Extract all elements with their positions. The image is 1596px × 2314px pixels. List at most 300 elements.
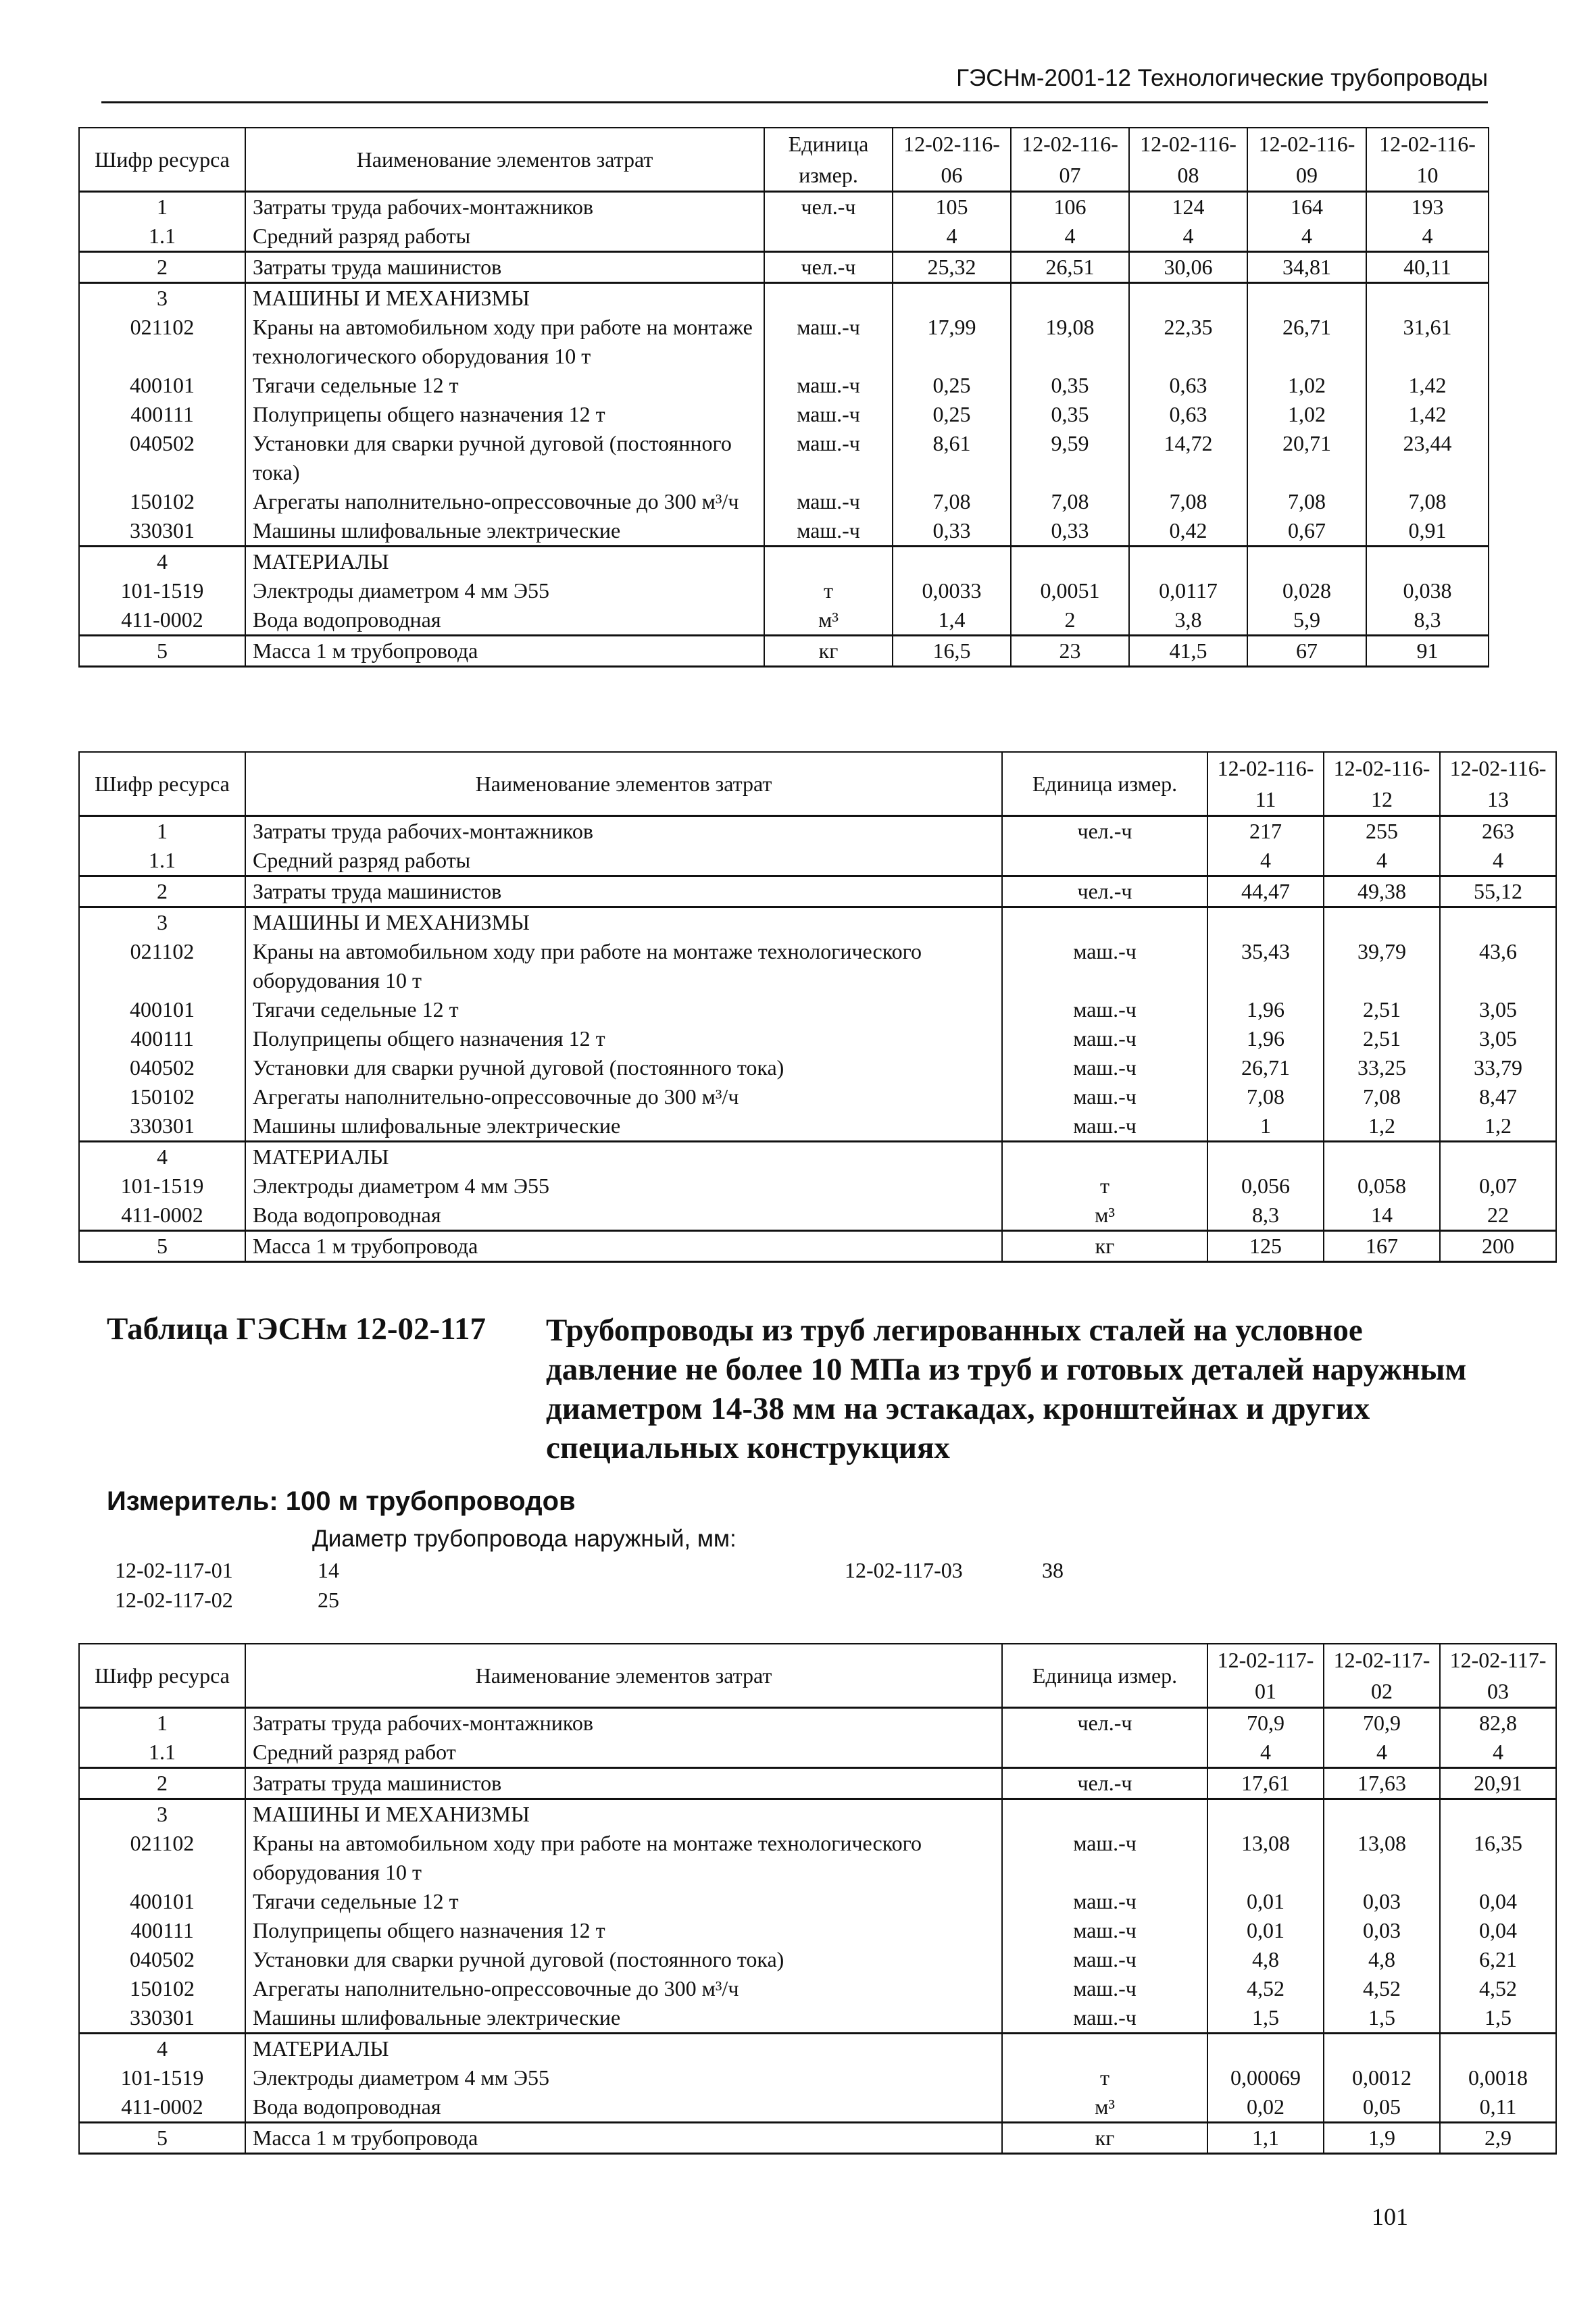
row-value: 44,47 bbox=[1207, 876, 1324, 907]
row-value: 5,9 bbox=[1247, 605, 1366, 636]
row-code: 400101 bbox=[79, 371, 245, 400]
column-header-rate-code: 12-02-116-11 bbox=[1207, 752, 1324, 816]
row-unit: чел.-ч bbox=[1002, 1708, 1207, 1738]
table-row bbox=[79, 1916, 1556, 1945]
row-value: 0,01 bbox=[1207, 1887, 1324, 1916]
row-name: Краны на автомобильном ходу при работе на монтаже технологического оборудования 10 т bbox=[245, 1829, 1002, 1887]
row-value: 41,5 bbox=[1129, 636, 1247, 667]
row-value: 1,5 bbox=[1207, 2003, 1324, 2034]
row-value bbox=[1207, 1799, 1324, 1830]
row-unit: маш.-ч bbox=[1002, 1082, 1207, 1111]
row-value: 164 bbox=[1247, 192, 1366, 222]
row-name: МАТЕРИАЛЫ bbox=[245, 547, 764, 577]
row-unit bbox=[1002, 1799, 1207, 1830]
row-value: 4 bbox=[1440, 846, 1556, 876]
table-row bbox=[79, 1799, 1556, 1830]
row-unit: маш.-ч bbox=[1002, 2003, 1207, 2034]
table-row bbox=[79, 1053, 1556, 1082]
table-row bbox=[79, 1829, 1556, 1887]
row-value: 4 bbox=[1324, 1738, 1440, 1768]
row-value: 0,35 bbox=[1011, 400, 1129, 429]
row-code: 4 bbox=[79, 1142, 245, 1172]
row-value: 31,61 bbox=[1366, 313, 1489, 371]
row-value: 7,08 bbox=[1324, 1082, 1440, 1111]
row-code: 150102 bbox=[79, 1974, 245, 2003]
table-row bbox=[79, 1172, 1556, 1201]
row-name: Затраты труда машинистов bbox=[245, 876, 1002, 907]
row-value: 2 bbox=[1011, 605, 1129, 636]
row-value: 13,08 bbox=[1207, 1829, 1324, 1887]
resource-table-117 bbox=[78, 1643, 1557, 2155]
row-value: 17,61 bbox=[1207, 1768, 1324, 1799]
table-row bbox=[79, 252, 1489, 283]
diameter-title: Диаметр трубопровода наружный, мм: bbox=[312, 1526, 737, 1552]
table-row bbox=[79, 605, 1489, 636]
column-header-name: Наименование элементов затрат bbox=[245, 128, 764, 192]
row-unit: маш.-ч bbox=[1002, 1053, 1207, 1082]
row-unit: чел.-ч bbox=[764, 192, 893, 222]
row-unit: чел.-ч bbox=[1002, 876, 1207, 907]
row-code: 5 bbox=[79, 636, 245, 667]
row-value bbox=[1440, 1799, 1556, 1830]
row-code: 1.1 bbox=[79, 222, 245, 252]
row-name: Масса 1 м трубопровода bbox=[245, 636, 764, 667]
row-value: 125 bbox=[1207, 1231, 1324, 1262]
row-value: 20,91 bbox=[1440, 1768, 1556, 1799]
column-header-rate-code: 12-02-116-13 bbox=[1440, 752, 1556, 816]
row-value: 1,5 bbox=[1324, 2003, 1440, 2034]
row-value: 8,47 bbox=[1440, 1082, 1556, 1111]
row-code: 330301 bbox=[79, 1111, 245, 1142]
row-code: 040502 bbox=[79, 429, 245, 487]
row-name: Электроды диаметром 4 мм Э55 bbox=[245, 2063, 1002, 2092]
row-unit: маш.-ч bbox=[1002, 1887, 1207, 1916]
column-header-rate-code: 12-02-117-03 bbox=[1440, 1644, 1556, 1708]
row-name: Вода водопроводная bbox=[245, 1201, 1002, 1231]
row-code: 3 bbox=[79, 283, 245, 313]
row-name: Затраты труда рабочих-монтажников bbox=[245, 1708, 1002, 1738]
row-value: 4 bbox=[1324, 846, 1440, 876]
row-unit bbox=[1002, 2034, 1207, 2064]
row-value: 1,42 bbox=[1366, 371, 1489, 400]
table-row bbox=[79, 1974, 1556, 2003]
variant-code: 12-02-117-02 bbox=[115, 1588, 233, 1612]
variant-code: 12-02-117-01 bbox=[115, 1558, 233, 1582]
row-value: 0,0051 bbox=[1011, 576, 1129, 605]
row-unit: маш.-ч bbox=[764, 516, 893, 547]
row-code: 101-1519 bbox=[79, 576, 245, 605]
row-value: 8,61 bbox=[893, 429, 1011, 487]
table-row bbox=[79, 907, 1556, 938]
row-unit: кг bbox=[1002, 2123, 1207, 2154]
row-value: 0,038 bbox=[1366, 576, 1489, 605]
row-name: Машины шлифовальные электрические bbox=[245, 1111, 1002, 1142]
row-value: 14,72 bbox=[1129, 429, 1247, 487]
row-value: 1,2 bbox=[1440, 1111, 1556, 1142]
row-value: 1,02 bbox=[1247, 371, 1366, 400]
resource-table-116-06-10 bbox=[78, 127, 1489, 668]
row-unit: маш.-ч bbox=[1002, 1829, 1207, 1887]
row-name: Установки для сварки ручной дуговой (постоянного тока) bbox=[245, 1053, 1002, 1082]
row-name: Средний разряд работы bbox=[245, 222, 764, 252]
row-unit: маш.-ч bbox=[764, 313, 893, 371]
row-unit: м³ bbox=[1002, 2092, 1207, 2123]
row-unit bbox=[764, 283, 893, 313]
row-code: 5 bbox=[79, 1231, 245, 1262]
row-code: 400111 bbox=[79, 1024, 245, 1053]
row-name: МАШИНЫ И МЕХАНИЗМЫ bbox=[245, 907, 1002, 938]
row-code: 330301 bbox=[79, 2003, 245, 2034]
table-row bbox=[79, 1231, 1556, 1262]
column-header-rate-code: 12-02-116-07 bbox=[1011, 128, 1129, 192]
row-value: 0,0117 bbox=[1129, 576, 1247, 605]
column-header-code: Шифр ресурса bbox=[79, 752, 245, 816]
row-value: 0,028 bbox=[1247, 576, 1366, 605]
row-unit: маш.-ч bbox=[764, 371, 893, 400]
row-unit: м³ bbox=[1002, 1201, 1207, 1231]
row-value: 3,05 bbox=[1440, 1024, 1556, 1053]
row-value: 23,44 bbox=[1366, 429, 1489, 487]
column-header-rate-code: 12-02-116-08 bbox=[1129, 128, 1247, 192]
row-name: Электроды диаметром 4 мм Э55 bbox=[245, 576, 764, 605]
column-header-rate-code: 12-02-116-09 bbox=[1247, 128, 1366, 192]
row-value: 0,11 bbox=[1440, 2092, 1556, 2123]
row-value bbox=[1366, 283, 1489, 313]
row-name: Масса 1 м трубопровода bbox=[245, 1231, 1002, 1262]
row-unit: маш.-ч bbox=[1002, 1945, 1207, 1974]
row-code: 4 bbox=[79, 547, 245, 577]
row-value: 0,0012 bbox=[1324, 2063, 1440, 2092]
table-row bbox=[79, 876, 1556, 907]
row-name: МАТЕРИАЛЫ bbox=[245, 1142, 1002, 1172]
table-row bbox=[79, 1738, 1556, 1768]
row-value: 82,8 bbox=[1440, 1708, 1556, 1738]
row-name: Средний разряд работ bbox=[245, 1738, 1002, 1768]
row-value bbox=[1324, 1799, 1440, 1830]
row-value: 1,02 bbox=[1247, 400, 1366, 429]
row-code: 2 bbox=[79, 876, 245, 907]
row-value: 263 bbox=[1440, 816, 1556, 847]
row-unit: маш.-ч bbox=[764, 400, 893, 429]
header-row bbox=[79, 128, 1489, 192]
row-value bbox=[893, 547, 1011, 577]
row-value: 1,96 bbox=[1207, 995, 1324, 1024]
row-code: 400111 bbox=[79, 400, 245, 429]
row-value: 13,08 bbox=[1324, 1829, 1440, 1887]
row-value: 22,35 bbox=[1129, 313, 1247, 371]
table-row bbox=[79, 516, 1489, 547]
row-value bbox=[1011, 283, 1129, 313]
column-header-rate-code: 12-02-117-01 bbox=[1207, 1644, 1324, 1708]
row-value: 91 bbox=[1366, 636, 1489, 667]
row-unit: чел.-ч bbox=[1002, 816, 1207, 847]
row-value: 124 bbox=[1129, 192, 1247, 222]
row-value: 0,63 bbox=[1129, 371, 1247, 400]
column-header-code: Шифр ресурса bbox=[79, 128, 245, 192]
row-code: 1 bbox=[79, 816, 245, 847]
row-value: 0,91 bbox=[1366, 516, 1489, 547]
row-value: 0,04 bbox=[1440, 1887, 1556, 1916]
table-row bbox=[79, 1024, 1556, 1053]
row-value: 35,43 bbox=[1207, 937, 1324, 995]
table-row bbox=[79, 816, 1556, 847]
row-value: 0,07 bbox=[1440, 1172, 1556, 1201]
row-value: 0,25 bbox=[893, 400, 1011, 429]
row-code: 150102 bbox=[79, 1082, 245, 1111]
table-row bbox=[79, 1887, 1556, 1916]
table-row bbox=[79, 283, 1489, 313]
row-code: 021102 bbox=[79, 1829, 245, 1887]
row-value: 16,5 bbox=[893, 636, 1011, 667]
column-header-unit: Единица измер. bbox=[1002, 752, 1207, 816]
row-value: 20,71 bbox=[1247, 429, 1366, 487]
table-row bbox=[79, 487, 1489, 516]
row-value: 1 bbox=[1207, 1111, 1324, 1142]
header-rule bbox=[101, 101, 1488, 103]
row-value: 4 bbox=[1207, 846, 1324, 876]
table-row bbox=[79, 2123, 1556, 2154]
row-value: 7,08 bbox=[1011, 487, 1129, 516]
row-value: 26,51 bbox=[1011, 252, 1129, 283]
row-name: МАШИНЫ И МЕХАНИЗМЫ bbox=[245, 283, 764, 313]
row-value bbox=[1011, 547, 1129, 577]
table-row bbox=[79, 636, 1489, 667]
row-value bbox=[1324, 907, 1440, 938]
row-value: 217 bbox=[1207, 816, 1324, 847]
row-value: 1,96 bbox=[1207, 1024, 1324, 1053]
row-value: 4 bbox=[1247, 222, 1366, 252]
row-unit: маш.-ч bbox=[1002, 1024, 1207, 1053]
row-value bbox=[1129, 547, 1247, 577]
header-row bbox=[79, 752, 1556, 816]
row-value: 1,4 bbox=[893, 605, 1011, 636]
row-value: 0,0033 bbox=[893, 576, 1011, 605]
table-row bbox=[79, 1708, 1556, 1738]
row-value: 7,08 bbox=[1207, 1082, 1324, 1111]
table-row bbox=[79, 1142, 1556, 1172]
column-header-name: Наименование элементов затрат bbox=[245, 1644, 1002, 1708]
table-row bbox=[79, 1945, 1556, 1974]
table-row bbox=[79, 1768, 1556, 1799]
row-value: 4 bbox=[893, 222, 1011, 252]
row-value bbox=[1440, 1142, 1556, 1172]
row-value: 0,25 bbox=[893, 371, 1011, 400]
row-value: 105 bbox=[893, 192, 1011, 222]
row-value: 23 bbox=[1011, 636, 1129, 667]
row-value bbox=[1324, 1142, 1440, 1172]
row-name: Масса 1 м трубопровода bbox=[245, 2123, 1002, 2154]
row-value: 26,71 bbox=[1247, 313, 1366, 371]
row-unit: чел.-ч bbox=[1002, 1768, 1207, 1799]
row-value: 2,9 bbox=[1440, 2123, 1556, 2154]
row-value bbox=[1207, 907, 1324, 938]
row-code: 411-0002 bbox=[79, 1201, 245, 1231]
row-value: 0,058 bbox=[1324, 1172, 1440, 1201]
row-value: 8,3 bbox=[1366, 605, 1489, 636]
row-value: 0,04 bbox=[1440, 1916, 1556, 1945]
row-value bbox=[1366, 547, 1489, 577]
row-value: 1,5 bbox=[1440, 2003, 1556, 2034]
row-name: Полуприцепы общего назначения 12 т bbox=[245, 1024, 1002, 1053]
variant-value: 25 bbox=[318, 1588, 339, 1612]
row-code: 411-0002 bbox=[79, 2092, 245, 2123]
row-unit: т bbox=[1002, 1172, 1207, 1201]
row-value: 1,2 bbox=[1324, 1111, 1440, 1142]
table-row bbox=[79, 937, 1556, 995]
row-value: 17,63 bbox=[1324, 1768, 1440, 1799]
row-value: 0,42 bbox=[1129, 516, 1247, 547]
table-row bbox=[79, 1082, 1556, 1111]
header-row bbox=[79, 1644, 1556, 1708]
row-name: Тягачи седельные 12 т bbox=[245, 995, 1002, 1024]
row-name: Тягачи седельные 12 т bbox=[245, 371, 764, 400]
row-unit: т bbox=[1002, 2063, 1207, 2092]
row-value: 7,08 bbox=[893, 487, 1011, 516]
row-name: Затраты труда машинистов bbox=[245, 252, 764, 283]
row-value: 16,35 bbox=[1440, 1829, 1556, 1887]
table-row bbox=[79, 2003, 1556, 2034]
table-row bbox=[79, 192, 1489, 222]
table-row bbox=[79, 313, 1489, 371]
row-value: 17,99 bbox=[893, 313, 1011, 371]
row-unit: м³ bbox=[764, 605, 893, 636]
row-unit: маш.-ч bbox=[1002, 1916, 1207, 1945]
row-value: 4 bbox=[1366, 222, 1489, 252]
resource-table-116-11-13 bbox=[78, 751, 1557, 1263]
row-value: 0,0018 bbox=[1440, 2063, 1556, 2092]
row-name: Машины шлифовальные электрические bbox=[245, 516, 764, 547]
row-value: 193 bbox=[1366, 192, 1489, 222]
row-code: 3 bbox=[79, 1799, 245, 1830]
row-value bbox=[1440, 2034, 1556, 2064]
row-value: 55,12 bbox=[1440, 876, 1556, 907]
table-row bbox=[79, 1111, 1556, 1142]
row-code: 1 bbox=[79, 192, 245, 222]
row-code: 101-1519 bbox=[79, 2063, 245, 2092]
row-value: 7,08 bbox=[1129, 487, 1247, 516]
row-name: Затраты труда рабочих-монтажников bbox=[245, 192, 764, 222]
row-value: 200 bbox=[1440, 1231, 1556, 1262]
row-name: Средний разряд работы bbox=[245, 846, 1002, 876]
row-value: 0,00069 bbox=[1207, 2063, 1324, 2092]
row-unit bbox=[764, 222, 893, 252]
row-name: Вода водопроводная bbox=[245, 2092, 1002, 2123]
variant-code: 12-02-117-03 bbox=[845, 1558, 963, 1582]
row-value: 26,71 bbox=[1207, 1053, 1324, 1082]
row-value: 4 bbox=[1011, 222, 1129, 252]
row-unit: чел.-ч bbox=[764, 252, 893, 283]
row-value: 19,08 bbox=[1011, 313, 1129, 371]
row-name: Установки для сварки ручной дуговой (постоянного тока) bbox=[245, 1945, 1002, 1974]
row-name: Тягачи седельные 12 т bbox=[245, 1887, 1002, 1916]
row-value: 3,05 bbox=[1440, 995, 1556, 1024]
page-number: 101 bbox=[1372, 2203, 1408, 2230]
row-value: 3,8 bbox=[1129, 605, 1247, 636]
row-code: 2 bbox=[79, 252, 245, 283]
row-name: Краны на автомобильном ходу при работе на монтаже технологического оборудования 10 т bbox=[245, 313, 764, 371]
row-unit bbox=[1002, 846, 1207, 876]
row-name: Краны на автомобильном ходу при работе на монтаже технологического оборудования 10 т bbox=[245, 937, 1002, 995]
variant-value: 38 bbox=[1042, 1558, 1064, 1582]
row-value: 0,01 bbox=[1207, 1916, 1324, 1945]
row-value: 25,32 bbox=[893, 252, 1011, 283]
running-header: ГЭСНм-2001-12 Технологические трубопроводы bbox=[956, 65, 1488, 91]
table-row bbox=[79, 846, 1556, 876]
row-value: 9,59 bbox=[1011, 429, 1129, 487]
row-name: Установки для сварки ручной дуговой (постоянного тока) bbox=[245, 429, 764, 487]
row-code: 2 bbox=[79, 1768, 245, 1799]
row-unit bbox=[764, 547, 893, 577]
row-unit: маш.-ч bbox=[1002, 995, 1207, 1024]
row-value bbox=[1247, 547, 1366, 577]
row-name: Полуприцепы общего назначения 12 т bbox=[245, 1916, 1002, 1945]
row-value: 255 bbox=[1324, 816, 1440, 847]
row-code: 3 bbox=[79, 907, 245, 938]
row-code: 5 bbox=[79, 2123, 245, 2154]
column-header-rate-code: 12-02-117-02 bbox=[1324, 1644, 1440, 1708]
row-unit bbox=[1002, 907, 1207, 938]
table-row bbox=[79, 995, 1556, 1024]
row-name: МАТЕРИАЛЫ bbox=[245, 2034, 1002, 2064]
row-value: 0,67 bbox=[1247, 516, 1366, 547]
row-code: 411-0002 bbox=[79, 605, 245, 636]
row-value: 1,9 bbox=[1324, 2123, 1440, 2154]
row-unit: кг bbox=[1002, 1231, 1207, 1262]
row-unit bbox=[1002, 1738, 1207, 1768]
column-header-code: Шифр ресурса bbox=[79, 1644, 245, 1708]
row-value: 7,08 bbox=[1247, 487, 1366, 516]
row-code: 400101 bbox=[79, 995, 245, 1024]
row-value: 4,52 bbox=[1324, 1974, 1440, 2003]
meter-unit: Измеритель: 100 м трубопроводов bbox=[107, 1486, 576, 1516]
row-name: Затраты труда рабочих-монтажников bbox=[245, 816, 1002, 847]
table-number: Таблица ГЭСНм 12-02-117 bbox=[107, 1311, 487, 1347]
column-header-rate-code: 12-02-116-06 bbox=[893, 128, 1011, 192]
row-code: 400111 bbox=[79, 1916, 245, 1945]
row-value bbox=[1207, 1142, 1324, 1172]
row-value bbox=[1207, 2034, 1324, 2064]
row-unit: маш.-ч bbox=[1002, 1974, 1207, 2003]
row-value: 39,79 bbox=[1324, 937, 1440, 995]
table-caption: Трубопроводы из труб легированных сталей на условное давление не более 10 МПа из труб и готовых деталей наружным диаметром 14-38 мм на эстакадах, кронштейнах и других специальных конструкциях bbox=[546, 1313, 1467, 1465]
row-value: 0,05 bbox=[1324, 2092, 1440, 2123]
row-value: 33,79 bbox=[1440, 1053, 1556, 1082]
column-header-unit: Единица измер. bbox=[764, 128, 893, 192]
row-code: 4 bbox=[79, 2034, 245, 2064]
row-value: 49,38 bbox=[1324, 876, 1440, 907]
row-value: 67 bbox=[1247, 636, 1366, 667]
row-unit: маш.-ч bbox=[1002, 1111, 1207, 1142]
row-code: 021102 bbox=[79, 313, 245, 371]
row-value bbox=[893, 283, 1011, 313]
row-value: 0,03 bbox=[1324, 1916, 1440, 1945]
row-value: 0,02 bbox=[1207, 2092, 1324, 2123]
row-name: Агрегаты наполнительно-опрессовочные до 300 м³/ч bbox=[245, 1974, 1002, 2003]
row-value: 4,52 bbox=[1440, 1974, 1556, 2003]
row-value: 8,3 bbox=[1207, 1201, 1324, 1231]
row-value: 4,8 bbox=[1207, 1945, 1324, 1974]
row-code: 1 bbox=[79, 1708, 245, 1738]
row-name: Затраты труда машинистов bbox=[245, 1768, 1002, 1799]
row-value: 33,25 bbox=[1324, 1053, 1440, 1082]
table-row bbox=[79, 2034, 1556, 2064]
row-name: МАШИНЫ И МЕХАНИЗМЫ bbox=[245, 1799, 1002, 1830]
row-value: 70,9 bbox=[1324, 1708, 1440, 1738]
row-name: Электроды диаметром 4 мм Э55 bbox=[245, 1172, 1002, 1201]
row-code: 040502 bbox=[79, 1053, 245, 1082]
row-value: 2,51 bbox=[1324, 995, 1440, 1024]
table-row bbox=[79, 1201, 1556, 1231]
